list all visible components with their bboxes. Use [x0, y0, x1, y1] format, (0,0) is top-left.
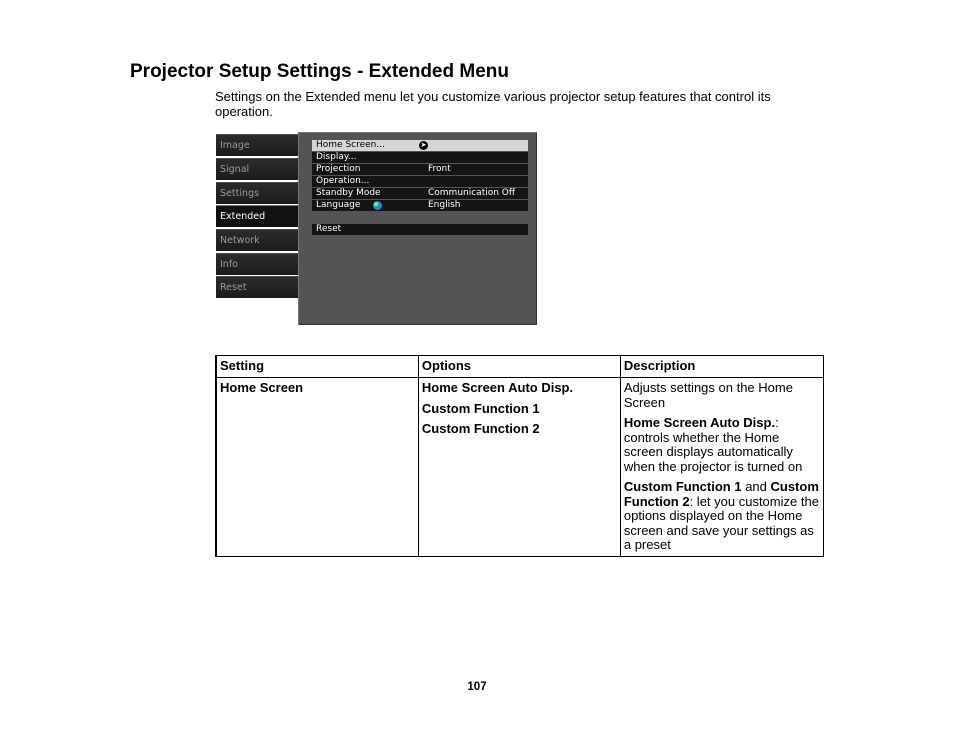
description-text: Adjusts settings on the Home Screen	[623, 380, 793, 410]
intro-paragraph: Settings on the Extended menu let you customize various projector setup features that control its operation.	[215, 89, 771, 119]
description-term: Custom Function 2	[623, 479, 819, 509]
globe-icon	[373, 201, 382, 210]
osd-menu-item-standby-mode	[312, 188, 528, 199]
description-cell	[620, 378, 823, 557]
osd-menu-item-label: Language	[316, 200, 361, 210]
osd-menu-item-label: Display...	[316, 152, 357, 162]
description-text: and	[741, 479, 771, 494]
osd-menu-item-projection	[312, 164, 528, 175]
setting-name: Home Screen	[220, 380, 304, 395]
settings-table	[215, 355, 824, 557]
osd-tab-network: Network	[216, 229, 298, 251]
osd-menu-panel	[298, 132, 537, 325]
osd-tab-reset: Reset	[216, 276, 298, 298]
description-term: Custom Function 1	[623, 479, 742, 494]
osd-tab-settings: Settings	[216, 182, 298, 204]
osd-menu-item-home-screen	[312, 140, 528, 151]
setting-cell	[216, 378, 418, 557]
description-paragraph	[624, 381, 820, 410]
column-header-options: Options	[418, 356, 620, 378]
osd-menu-item-label: Home Screen...	[316, 140, 385, 150]
description-text: : controls whether the Home screen displays automatically when the projector is turned on	[623, 415, 803, 474]
osd-menu-item-label: Projection	[316, 164, 361, 174]
projector-menu-screenshot	[216, 131, 537, 325]
osd-menu-item-language	[312, 200, 528, 211]
option-item: Custom Function 2	[421, 421, 540, 436]
osd-menu-item-label: Reset	[316, 224, 342, 234]
column-header-description: Description	[620, 356, 823, 378]
osd-menu-item-reset	[312, 224, 528, 235]
osd-menu-item-operation	[312, 176, 528, 187]
osd-tab-image: Image	[216, 134, 298, 156]
osd-menu-item-value: Communication Off	[428, 188, 516, 198]
osd-tab-extended: Extended	[216, 205, 305, 227]
description-term: Home Screen Auto Disp.	[623, 415, 776, 430]
column-header-setting: Setting	[216, 356, 418, 378]
osd-tab-info: Info	[216, 253, 298, 275]
description-paragraph	[624, 416, 820, 474]
table-row	[216, 378, 824, 557]
option-item: Home Screen Auto Disp.	[421, 380, 574, 395]
options-cell	[418, 378, 620, 557]
page-title: Projector Setup Settings - Extended Menu	[130, 61, 509, 82]
osd-tab-signal: Signal	[216, 158, 298, 180]
option-item: Custom Function 1	[421, 400, 540, 416]
osd-menu-item-label: Operation...	[316, 176, 370, 186]
table-header-row	[216, 356, 824, 378]
description-paragraph	[624, 480, 820, 553]
description-text: : let you customize the options displayed on the Home screen and save your settings as a preset	[623, 493, 819, 552]
enter-icon: ➤	[420, 141, 427, 149]
page-number: 107	[467, 681, 487, 693]
osd-menu-item-value: Front	[428, 164, 451, 174]
osd-menu-item-display	[312, 152, 528, 163]
osd-menu-item-label: Standby Mode	[316, 188, 381, 198]
osd-menu-item-value: English	[428, 200, 461, 210]
